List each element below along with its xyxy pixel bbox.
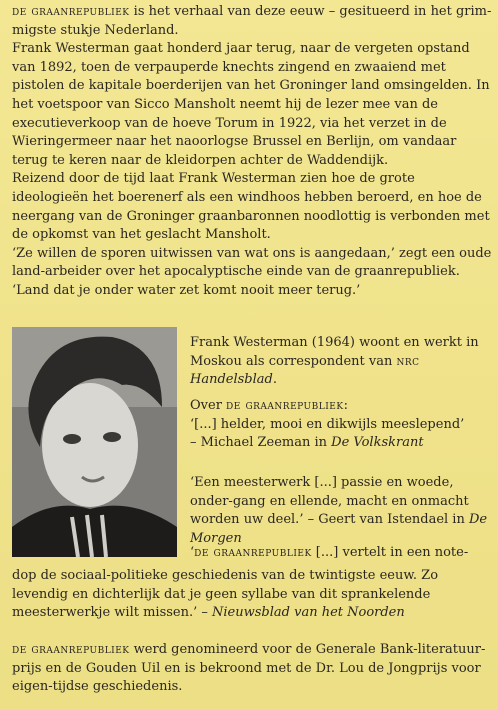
over-label: Over — [190, 398, 227, 413]
quote-2: ‘Een meesterwerk [...] passie en woede, onder-gang en ellende, macht en onmacht worden uw deel.’ – Geert van Istendael in — [190, 475, 469, 528]
quote-3-open: ‘ — [190, 545, 195, 560]
intro-paragraph-3: Reizend door de tijd laat Frank Westerman zien hoe de grote ideologieën het boerenerf als een windhoos hebben beroerd, en hoe de neergang van de Groninger graanbaronnen noodlottig is verbonden met de opkomst van het geslacht Mansholt. — [12, 171, 490, 243]
quote-3-text: dop de sociaal-politieke geschiedenis van de twintigste eeuw. Zo levendig en dichterlijk dat je geen syllabe van dit sprankelende meesterwerkje wilt missen.’ – — [12, 568, 439, 621]
intro-line2: migste stukje Nederland. — [12, 22, 179, 38]
intro-paragraph-4: ‘Ze willen de sporen uitwissen van wat ons is aangedaan,’ zegt een oude land-arbeider over het apocalyptische einde van de graanrepubliek. ‘Land dat je onder water zet komt nooit meer terug.’ — [12, 245, 492, 298]
quote-3-source: Nieuwsblad van het Noorden — [212, 605, 405, 621]
nrc-smallcaps: nrc — [396, 353, 420, 369]
quote-1-author: – Michael Zeeman in — [190, 435, 332, 451]
intro-text — [12, 3, 492, 301]
review-3-rest — [12, 567, 492, 623]
quote-3-line1: [...] vertelt in een note- — [311, 545, 469, 560]
book-title-smallcaps: de graanrepubliek — [12, 4, 130, 19]
review-3-start — [190, 544, 490, 563]
intro-paragraph-2: Frank Westerman gaat honderd jaar terug, naar de vergeten opstand van 1892, toen de verpauperde knechts zingend en zwaaiend met pistolen de kapitale boerderijen van het Groninger land omsingelden. In het voetspoor van Sicco Mansholt neemt hij de lezer mee van de executieverkoop van de hoeve Torum in 1922, via het verzet in de Wieringermeer naar het naoorlogse Brussel en Berlijn, om vandaar terug te keren naar de kleidorpen achter de Waddendijk. — [12, 41, 490, 168]
author-photo — [12, 327, 177, 557]
author-bio-text: Frank Westerman (1964) woont en werkt in Moskou als correspondent van — [190, 335, 479, 369]
review-1 — [190, 397, 490, 453]
quote-2-source: De Morgen — [190, 512, 488, 546]
review-2 — [190, 474, 490, 548]
intro-line1: is het verhaal van deze eeuw – gesitueerd in het grim- — [129, 4, 492, 19]
newspaper-name: Handelsblad — [190, 372, 273, 388]
author-bio — [190, 334, 490, 390]
quote-3-title: de graanrepubliek — [194, 545, 312, 560]
closing-text: werd genomineerd voor de Generale Bank-literatuur-prijs en de Gouden Uil en is bekroond met de Dr. Lou de Jongprijs voor eigen-tijdse geschiedenis. — [12, 642, 486, 695]
quote-1: ‘[...] helder, mooi en dikwijls meeslepend’ — [190, 416, 465, 432]
closing-paragraph — [12, 641, 492, 697]
quote-1-source: De Volkskrant — [331, 435, 424, 451]
over-title: de graanrepubliek: — [226, 398, 349, 413]
author-bio-end: . — [272, 372, 277, 388]
closing-title: de graanrepubliek — [12, 642, 130, 657]
